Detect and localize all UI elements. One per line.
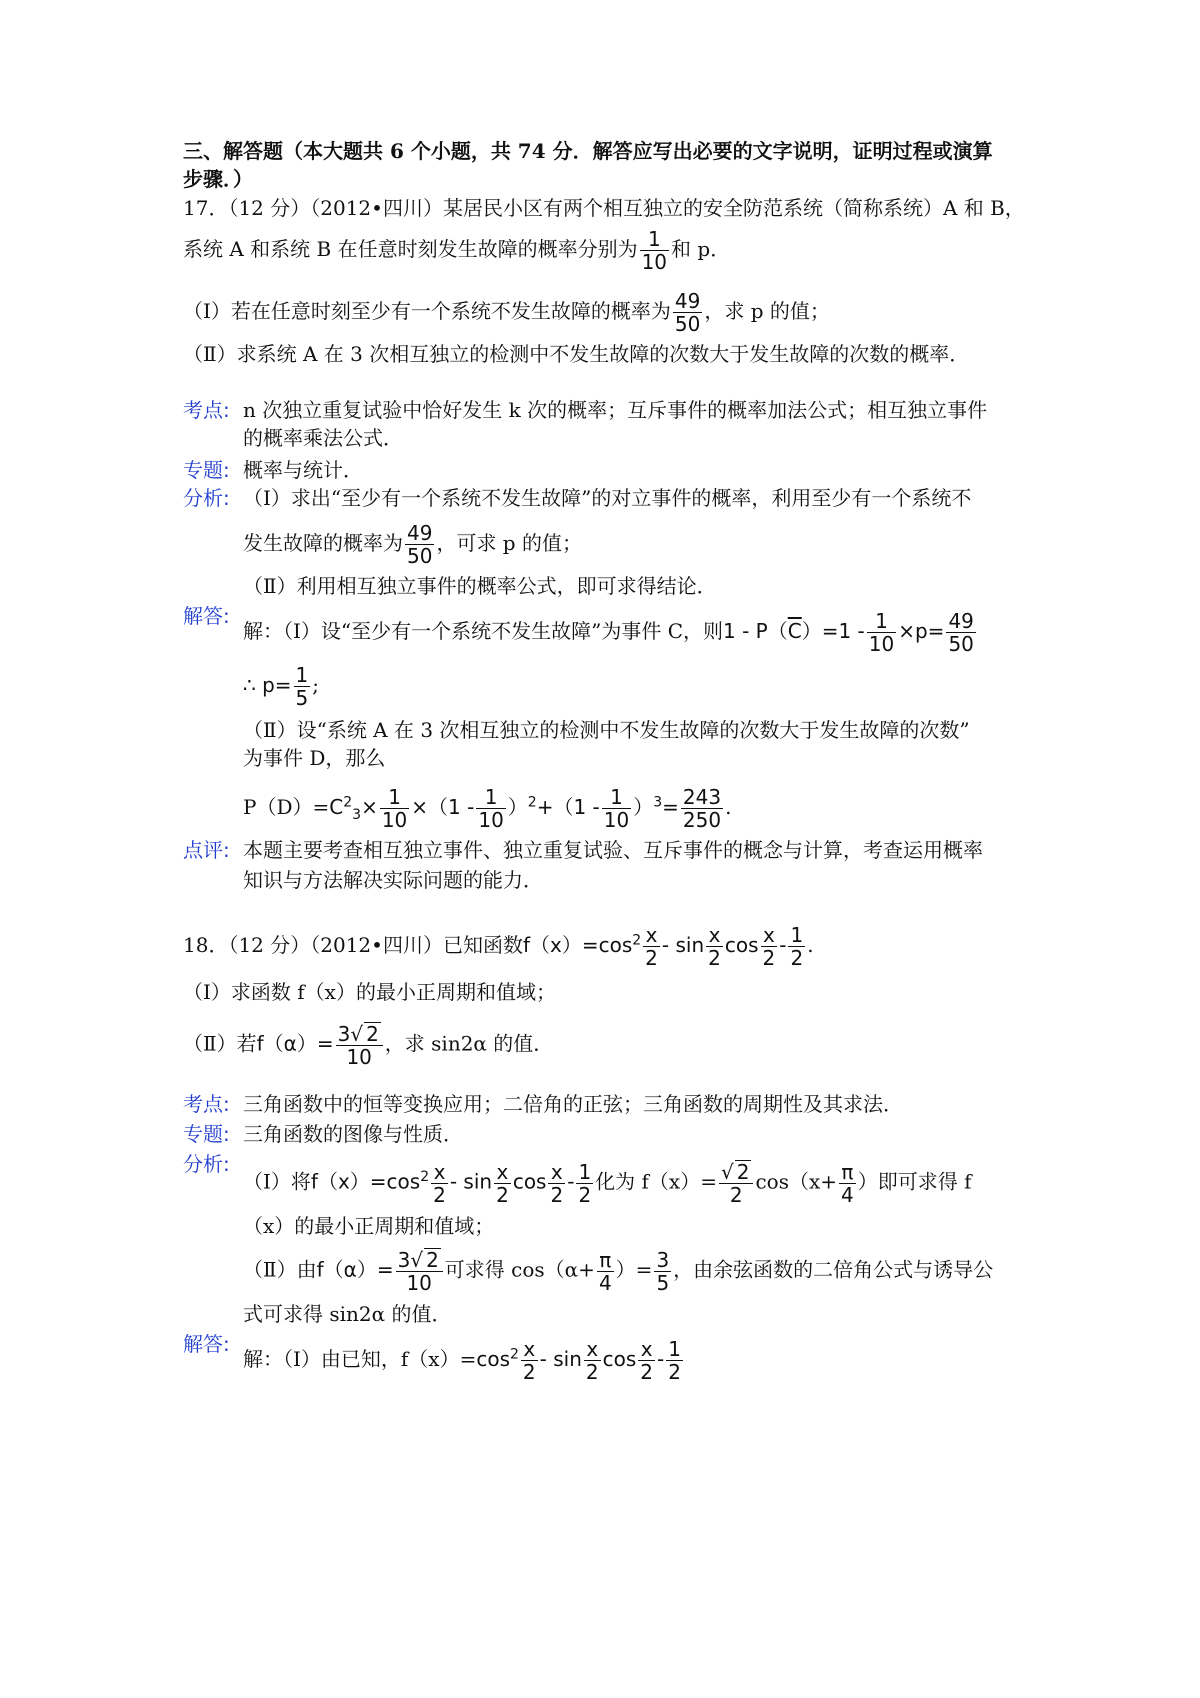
text: ;: [312, 673, 320, 697]
sup: 2: [420, 1168, 430, 1185]
math: f（α）=: [316, 1257, 394, 1282]
num: π: [597, 1249, 614, 1272]
fraction-1-10: [867, 610, 896, 655]
math: ）: [633, 795, 654, 819]
num: 1: [476, 786, 505, 809]
den: 2: [550, 1182, 564, 1207]
den: 2: [640, 1360, 654, 1384]
zhuanti-label: 专题:: [183, 458, 230, 482]
math: ）=1 -: [801, 619, 865, 643]
num: π: [839, 1161, 856, 1184]
math: - sin: [449, 1169, 493, 1194]
math: cos: [602, 1347, 637, 1371]
fraction-1-5: [294, 664, 311, 709]
text: （Ⅱ）由: [243, 1257, 317, 1282]
q18-jieda-line1: [243, 1338, 1093, 1383]
fraction-49-50: [405, 522, 434, 567]
num: x: [761, 924, 778, 947]
num: 243: [682, 785, 722, 809]
den: 10: [641, 250, 668, 274]
dianping-label: 点评:: [183, 838, 230, 862]
q17-jieda-line3: （Ⅱ）设“系统 A 在 3 次相互独立的检测中不发生故障的次数大于发生故障的次数”: [243, 718, 970, 742]
den: 2: [585, 1360, 599, 1384]
q17-jieda-line5: [243, 786, 1093, 831]
radicand: 2: [366, 1022, 379, 1046]
num: 1: [578, 1159, 592, 1184]
math: =: [662, 795, 679, 819]
text: （Ⅰ）若在任意时刻至少有一个系统不发生故障的概率为: [183, 299, 671, 323]
q17-kaodian-line2: 的概率乘法公式．: [243, 426, 403, 450]
section-heading: 三、解答题（本大题共 6 个小题，共 74 分．解答应写出必要的文字说明，证明过程或演算: [183, 139, 993, 163]
coef: 3: [397, 1248, 411, 1272]
fraction-x-2: [643, 924, 660, 969]
sup: 2: [527, 794, 537, 811]
jieda-label: 解答:: [183, 604, 230, 628]
fraction-243-250: [681, 786, 723, 831]
math: cos: [724, 933, 759, 957]
num: 1: [668, 1337, 681, 1361]
num: x: [494, 1161, 511, 1184]
den: 50: [674, 312, 701, 336]
sub: 3: [352, 807, 362, 823]
fraction-1-10: [602, 786, 631, 831]
kaodian-label: 考点:: [183, 1092, 230, 1116]
q18-part2: [183, 1022, 1033, 1068]
math: ×（1 -: [411, 795, 475, 819]
fraction-1-10: [476, 786, 505, 831]
num: 1: [640, 228, 669, 251]
q17-fenxi-line2: [243, 522, 1093, 567]
q17-dianping-line2: 知识与方法解决实际问题的能力．: [243, 868, 543, 892]
coef: 3: [337, 1022, 351, 1046]
text: 系统 A 和系统 B 在任意时刻发生故障的概率分别为: [183, 237, 638, 261]
fraction-49-50: [946, 610, 975, 655]
fraction-pi-4: [597, 1249, 614, 1294]
fenxi-label: 分析:: [183, 1152, 230, 1176]
text: ）=: [615, 1257, 653, 1282]
sup: 2: [510, 1346, 519, 1363]
fraction-3root2-10: [336, 1022, 383, 1068]
q17-zhuanti: 概率与统计．: [243, 458, 363, 482]
math: ∴ p=: [243, 673, 292, 697]
math: ）: [507, 795, 528, 819]
q18-fenxi-line2: （x）的最小正周期和值域；: [243, 1214, 495, 1238]
fraction-1-2: [788, 924, 805, 969]
sup: 2: [632, 932, 642, 949]
den: 10: [346, 1045, 372, 1069]
num: x: [638, 1338, 655, 1361]
den: 2: [790, 946, 804, 970]
num: x: [643, 924, 660, 947]
den: 50: [407, 544, 433, 568]
num: 1: [380, 786, 409, 809]
math: +（1 -: [536, 795, 600, 819]
radicand: 2: [736, 1160, 750, 1184]
num: 1: [790, 923, 804, 947]
text: 和 p．: [671, 237, 731, 261]
text: 发生故障的概率为: [243, 531, 403, 555]
text: 可求得 cos（α+: [444, 1257, 595, 1282]
math: -: [567, 1169, 575, 1194]
num: x: [548, 1161, 565, 1184]
num: √ 2: [719, 1160, 753, 1184]
sup: 3: [653, 794, 663, 811]
fraction-x-2: [431, 1161, 448, 1206]
den: 5: [295, 686, 309, 710]
num: x: [584, 1338, 601, 1361]
text: ，求 p 的值；: [704, 299, 830, 323]
num: x: [431, 1161, 448, 1184]
text: P（D）=: [243, 795, 330, 819]
den: 250: [682, 808, 722, 832]
num: x: [521, 1338, 538, 1361]
den: 10: [603, 808, 630, 832]
fraction-x-2: [761, 924, 778, 969]
den: 2: [522, 1360, 536, 1384]
q18-fenxi-line4: 式可求得 sin2α 的值．: [243, 1302, 452, 1326]
fraction-x-2: [706, 924, 723, 969]
den: 2: [433, 1182, 446, 1207]
num: 1: [602, 786, 631, 809]
den: 10: [868, 632, 895, 656]
math: f（α）=: [256, 1031, 334, 1056]
q17-jieda-line2: [243, 664, 1093, 709]
den: 2: [578, 1182, 592, 1207]
text: 18．（12 分）（2012•四川）已知函数: [183, 933, 523, 957]
num: 3: [656, 1247, 670, 1272]
q18-stem-line1: [183, 924, 1033, 969]
num: 49: [948, 609, 974, 633]
math: - sin: [661, 933, 705, 957]
jieda-label: 解答:: [183, 1332, 230, 1356]
fraction-49-50: [673, 290, 702, 335]
q17-fenxi-line1: （Ⅰ）求出“至少有一个系统不发生故障”的对立事件的概率，利用至少有一个系统不: [243, 486, 972, 510]
q17-jieda-line1: [243, 610, 1093, 655]
fraction-x-2: [494, 1161, 511, 1206]
den: 5: [656, 1270, 670, 1295]
combination-c: C: [329, 795, 344, 819]
q17-kaodian-line1: n 次独立重复试验中恰好发生 k 次的概率；互斥事件的概率加法公式；相互独立事件: [243, 398, 988, 422]
num: 3√ 2: [396, 1248, 443, 1272]
num: x: [706, 924, 723, 947]
math: ×: [361, 795, 378, 819]
text: （Ⅱ）若: [183, 1031, 257, 1056]
q17-fenxi-line3: （Ⅱ）利用相互独立事件的概率公式，即可求得结论．: [243, 574, 717, 598]
text: ，求 sin2α 的值．: [384, 1031, 554, 1056]
math: f（x）=cos: [522, 933, 633, 957]
den: 4: [598, 1270, 612, 1295]
fraction-pi-4: [839, 1161, 856, 1206]
sup: 2: [343, 794, 353, 811]
num: 49: [674, 289, 701, 313]
text: cos（x+: [755, 1169, 837, 1194]
kaodian-label: 考点:: [183, 398, 230, 422]
den: 2: [645, 946, 658, 970]
q17-part2: （Ⅱ）求系统 A 在 3 次相互独立的检测中不发生故障的次数大于发生故障的次数的概率．: [183, 342, 970, 366]
den: 10: [478, 808, 504, 832]
fraction-x-2: [638, 1338, 655, 1383]
num: 3√ 2: [336, 1022, 383, 1046]
q18-fenxi-line1: [243, 1160, 1093, 1206]
text: 解：（Ⅰ）设“至少有一个系统不发生故障”为事件 C，则: [243, 619, 724, 643]
section-heading-cont: 步骤．）: [183, 167, 253, 191]
math: f（x）=cos: [310, 1169, 421, 1194]
den: 2: [762, 946, 776, 970]
fraction-1-2: [576, 1161, 593, 1206]
den: 50: [948, 632, 974, 656]
math: -: [657, 1347, 665, 1371]
text: .: [725, 795, 732, 819]
fraction-1-10: [640, 228, 669, 273]
q17-part1: [183, 290, 1033, 335]
fenxi-label: 分析:: [183, 486, 230, 510]
text: ，可求 p 的值；: [436, 531, 582, 555]
q18-zhuanti: 三角函数的图像与性质．: [243, 1122, 463, 1146]
den: 2: [708, 946, 721, 970]
math: cos: [512, 1169, 547, 1194]
fraction-root2-2: [719, 1160, 753, 1206]
fraction-1-2: [666, 1338, 683, 1383]
q17-jieda-line4: 为事件 D，那么: [243, 746, 386, 770]
q18-part1: （Ⅰ）求函数 f（x）的最小正周期和值域；: [183, 980, 556, 1004]
fraction-x-2: [548, 1161, 565, 1206]
num: 49: [407, 521, 433, 545]
text: （Ⅰ）将: [243, 1169, 311, 1194]
num: 1: [295, 663, 309, 687]
den: 2: [668, 1360, 681, 1384]
den: 10: [381, 808, 408, 832]
q17-stem-line2: [183, 228, 1033, 273]
fraction-x-2: [584, 1338, 601, 1383]
math: cos: [476, 1347, 510, 1371]
q18-fenxi-line3: [243, 1248, 1093, 1294]
text: .: [807, 933, 814, 957]
text: 解：（Ⅰ）由已知，f（x）=: [243, 1347, 477, 1371]
num: 1: [867, 610, 896, 633]
den: 4: [841, 1182, 854, 1207]
q17-dianping-line1: 本题主要考查相互独立事件、独立重复试验、互斥事件的概念与计算，考查运用概率: [243, 838, 983, 862]
den: 10: [406, 1271, 432, 1295]
fraction-x-2: [521, 1338, 538, 1383]
text: ）即可求得 f: [857, 1169, 972, 1194]
fraction-3-5: [654, 1249, 671, 1294]
radicand: 2: [426, 1248, 439, 1272]
zhuanti-label: 专题:: [183, 1122, 230, 1146]
fraction-3root2-10: [396, 1248, 443, 1294]
math: 1 - P（: [723, 619, 788, 643]
den: 2: [496, 1182, 509, 1207]
fraction-1-10: [380, 786, 409, 831]
den: 2: [729, 1183, 743, 1207]
text: ，由余弦函数的二倍角公式与诱导公: [673, 1257, 994, 1282]
complement-c: $\overline{C}$: [787, 619, 802, 643]
q17-stem-line1: 17．（12 分）（2012•四川）某居民小区有两个相互独立的安全防范系统（简称系统）A 和 B，: [183, 196, 1025, 220]
math: -: [779, 933, 787, 957]
math: - sin: [539, 1347, 582, 1371]
text: 化为 f（x）=: [595, 1169, 717, 1194]
q18-kaodian: 三角函数中的恒等变换应用；二倍角的正弦；三角函数的周期性及其求法．: [243, 1092, 903, 1116]
math: ×p=: [898, 619, 945, 643]
